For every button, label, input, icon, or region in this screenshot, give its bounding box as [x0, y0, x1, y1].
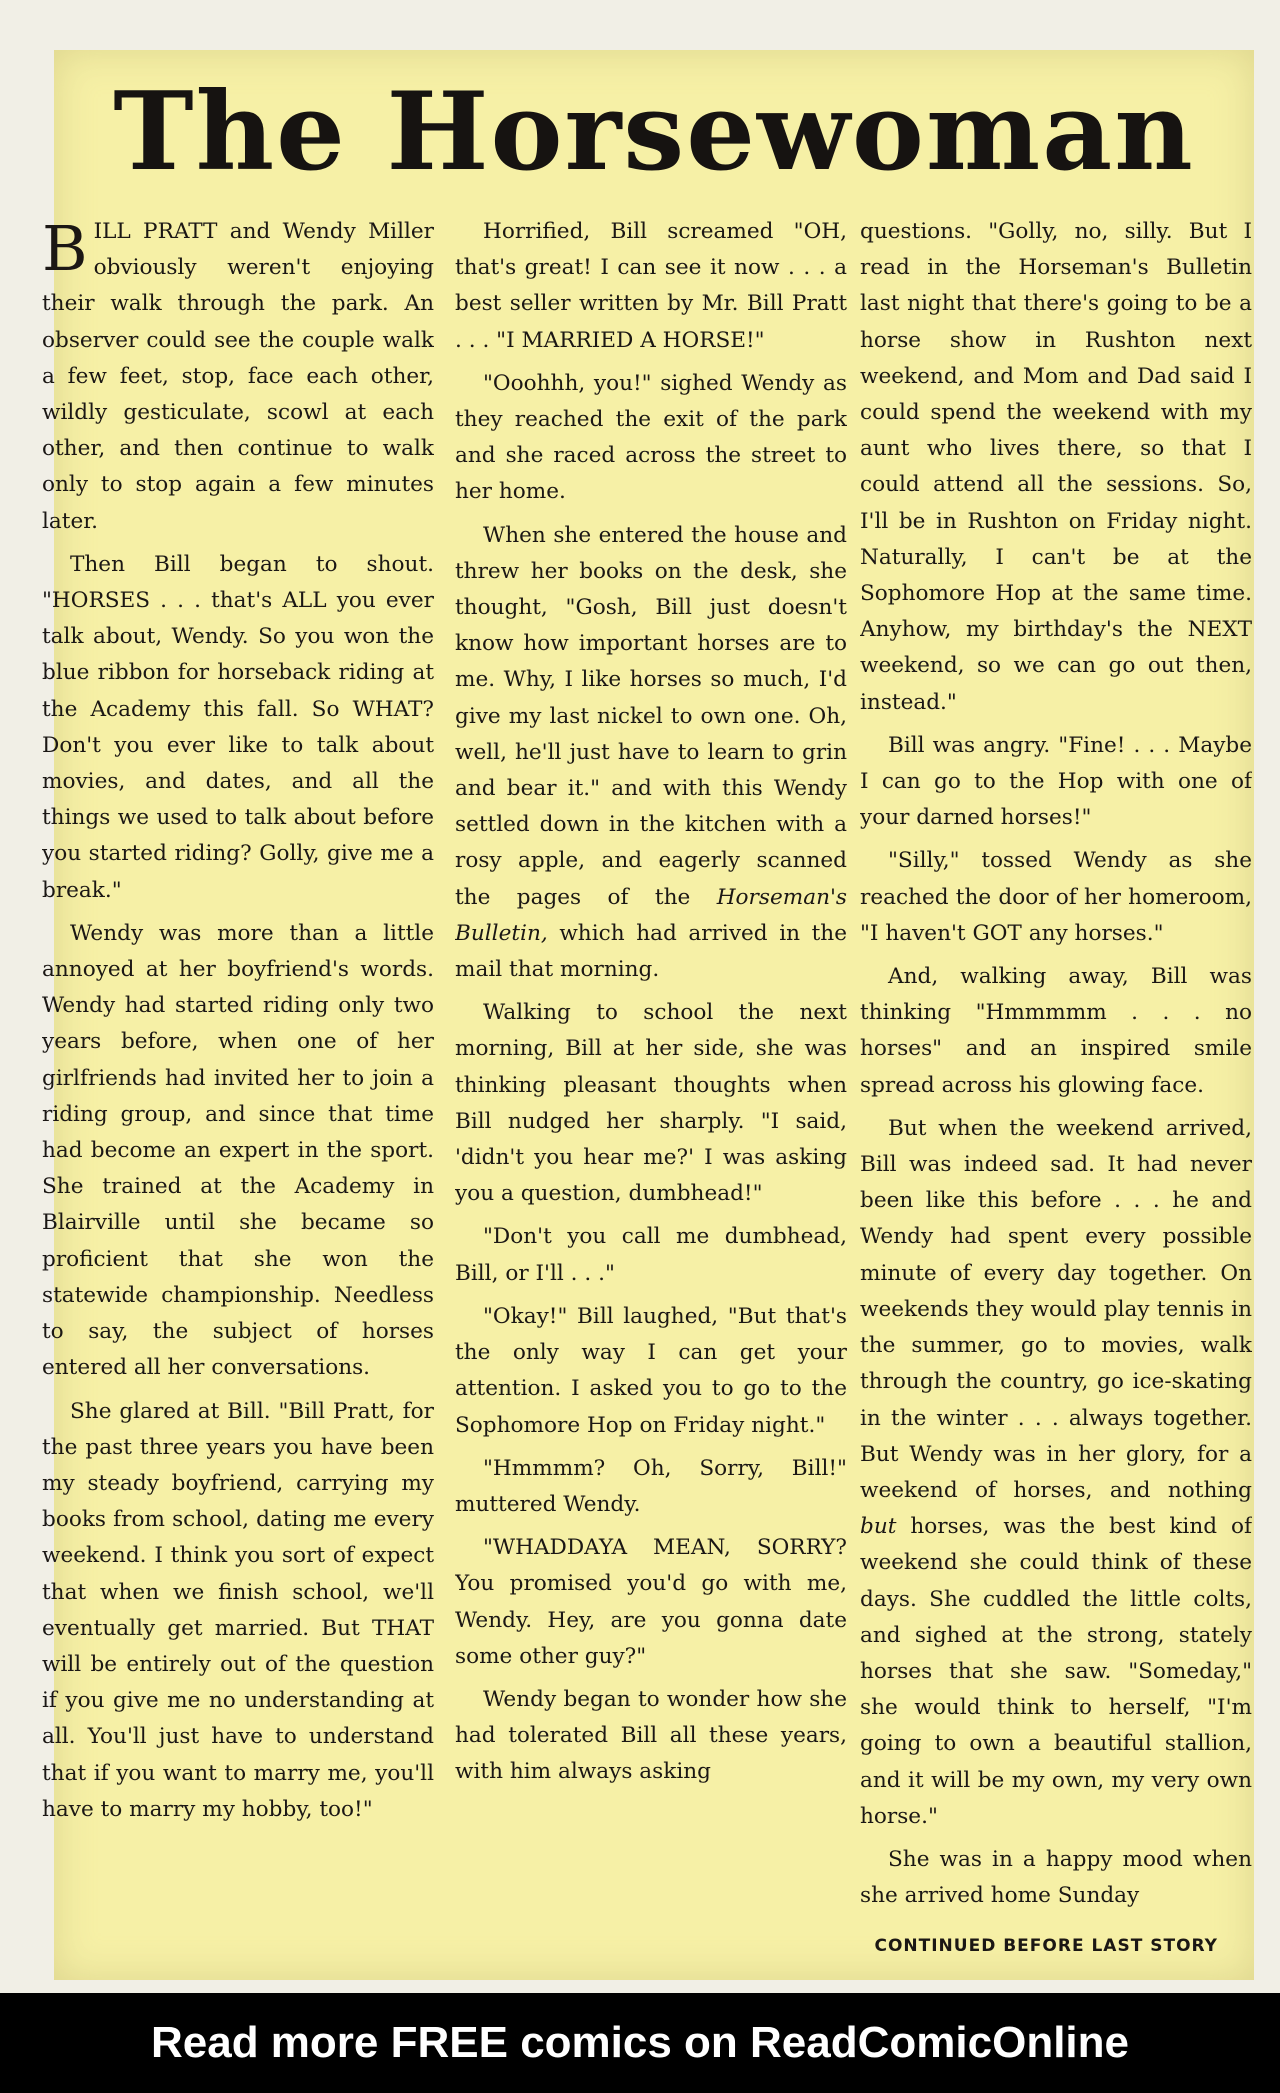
story-title: The Horsewoman	[113, 69, 1195, 195]
paragraph: And, walking away, Bill was thinking "Hmmmmm . . . no horses" and an inspired smile spread across his glowing face.	[860, 964, 1252, 1098]
paragraph: Then Bill began to shout. "HORSES . . . that's ALL you ever talk about, Wendy. So you won the blue ribbon for horseback riding at the Academy this fall. So WHAT? Don't you ever like to talk about movies, and dates, and all the things we used to talk about before you started riding? Golly, give me a break."	[42, 551, 434, 903]
paragraph: Walking to school the next morning, Bill at her side, she was thinking pleasant thoughts when Bill nudged her sharply. "I said, 'didn't you hear me?' I was asking you a question, dumbhead!"	[455, 1000, 847, 1207]
paragraph: "Silly," tossed Wendy as she reached the door of her homeroom, "I haven't GOT any horses."	[860, 848, 1252, 946]
paragraph: Wendy began to wonder how she had tolerated Bill all these years, with him always asking	[455, 1686, 847, 1785]
paragraph: Horrified, Bill screamed "OH, that's great! I can see it now . . . a best seller written by Mr. Bill Pratt . . . "I MARRIED A HORSE!"	[455, 219, 847, 353]
paragraph: "Hmmmm? Oh, Sorry, Bill!" muttered Wendy.	[455, 1455, 847, 1517]
promo-banner: Read more FREE comics on ReadComicOnline	[0, 1993, 1280, 2093]
paragraph-text: When she entered the house and threw her books on the desk, she thought, "Gosh, Bill just doesn't know how important horses are to me. Why, I like horses so much, I'd give my last nickel to own one. Oh, well, he'll just have to learn to grin and bear it." and with this Wendy settled down in the kitchen with a rosy apple, and eagerly scanned the pages of the	[455, 522, 847, 910]
paragraph: She was in a happy mood when she arrived home Sunday	[860, 1846, 1252, 1909]
paragraph-text: But when the weekend arrived, Bill was indeed sad. It had never been like this before . . . he and Wendy had spent every possible minute of every day together. On weekends they would play tennis in the summer, go to movies, walk through the country, go ice-skating in the winter . . . always together. But Wendy was in her glory, for a weekend of horses, and nothing	[860, 1115, 1252, 1503]
column-2	[455, 214, 847, 1914]
drop-cap: B	[42, 214, 88, 285]
paragraph: "Don't you call me dumbhead, Bill, or I'll . . ."	[455, 1224, 847, 1286]
magazine-title: Horseman's Bulletin,	[455, 884, 847, 946]
paragraph-text: which had arrived in the mail that morning.	[455, 920, 847, 983]
paragraph-text: ILL PRATT and Wendy Miller obviously weren't enjoying their walk through the park. An observer could see the couple walk a few feet, stop, face each other, wildly gesticulate, scowl at each other, and then continue to walk only to stop again a few minutes later.	[42, 219, 434, 534]
column-3	[860, 214, 1252, 1914]
story-columns	[42, 214, 1254, 1914]
paragraph-text: horses, was the best kind of weekend she could think of these days. She cuddled the little colts, and sighed at the strong, stately horses that she saw. "Someday," she would think to herself, "I'm going to own a beautiful stallion, and it will be my own, my very own horse."	[860, 1514, 1252, 1829]
paragraph	[42, 214, 434, 540]
story-page	[42, 50, 1254, 1980]
paragraph: "Ooohhh, you!" sighed Wendy as they reached the exit of the park and she raced across the street to her home.	[455, 370, 847, 505]
emphasis: but	[860, 1514, 897, 1540]
column-1	[42, 214, 434, 1914]
paragraph	[455, 518, 847, 989]
paragraph: "WHADDAYA MEAN, SORRY? You promised you'd go with me, Wendy. Hey, are you gonna date some other guy?"	[455, 1535, 847, 1669]
paragraph: She glared at Bill. "Bill Pratt, for the past three years you have been my steady boyfriend, carrying my books from school, dating me every weekend. I think you sort of expect that when we finish school, we'll eventually get married. But THAT will be entirely out of the question if you give me no understanding at all. You'll just have to understand that if you want to marry me, you'll have to marry my hobby, too!"	[42, 1398, 434, 1822]
paragraph: questions. "Golly, no, silly. But I read in the Horseman's Bulletin last night that there's going to be a horse show in Rushton next weekend, and Mom and Dad said I could spend the weekend with my aunt who lives there, so that I could attend all the sessions. So, I'll be in Rushton on Friday night. Naturally, I can't be at the Sophomore Hop at the same time. Anyhow, my birthday's the NEXT weekend, so we can go out then, instead."	[860, 219, 1252, 715]
paragraph: Bill was angry. "Fine! . . . Maybe I can go to the Hop with one of your darned horses!"	[860, 732, 1252, 831]
paragraph: "Okay!" Bill laughed, "But that's the only way I can get your attention. I asked you to go to the Sophomore Hop on Friday night."	[455, 1303, 847, 1438]
continued-note: CONTINUED BEFORE LAST STORY	[874, 1936, 1218, 1956]
paragraph	[860, 1111, 1252, 1835]
paragraph: Wendy was more than a little annoyed at her boyfriend's words. Wendy had started riding only two years before, when one of her girlfriends had invited her to join a riding group, and since that time had become an expert in the sport. She trained at the Academy in Blairville until she became so proficient that she won the statewide championship. Needless to say, the subject of horses entered all her conversations.	[42, 920, 434, 1381]
